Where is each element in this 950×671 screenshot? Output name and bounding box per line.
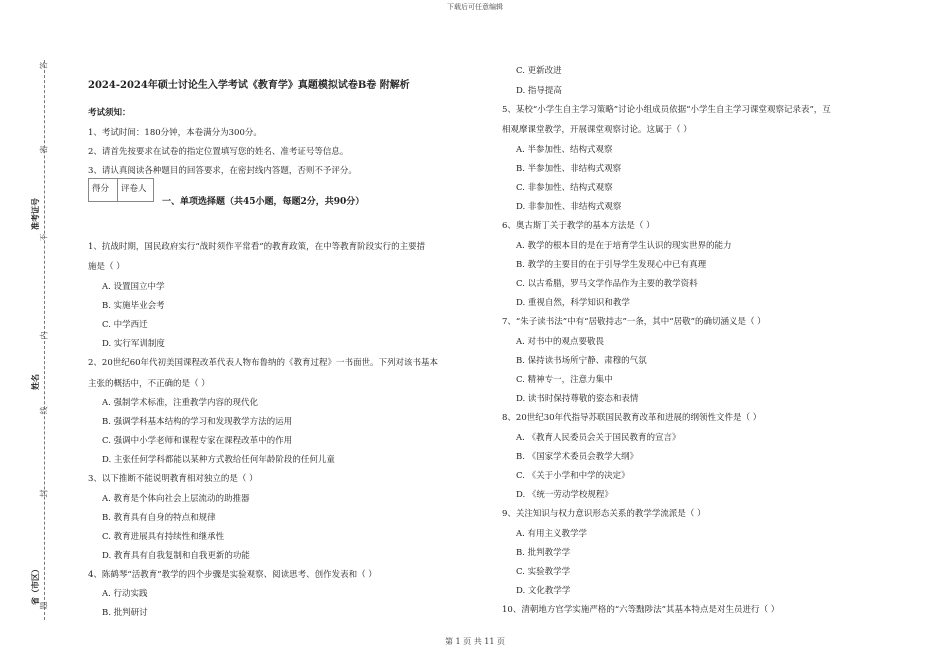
answer-option: A. 有用主义教学学 [516, 529, 588, 539]
answer-option: A. 半参加性、结构式观察 [516, 145, 613, 155]
question-text: 10、清朝地方官学实施严格的“六等黜陟法”其基本特点是对生员进行（ ） [502, 605, 780, 615]
answer-option: C. 强调中小学老师和课程专家在课程改革中的作用 [102, 436, 293, 446]
answer-option: A. 行动实践 [102, 589, 148, 599]
answer-option: B. 实施毕业会考 [102, 301, 165, 311]
answer-option: B. 保持读书场所宁静、肃穆的气氛 [516, 356, 647, 366]
notice-item: 1、考试时间：180分钟，本卷满分为300分。 [88, 128, 262, 138]
answer-option: D. 非参加性、非结构式观察 [516, 202, 622, 212]
header-note: 下载后可任意编辑 [447, 3, 503, 11]
answer-option: D. 文化教学学 [516, 586, 571, 596]
question-text: 主张的概括中，不正确的是（ ） [88, 379, 210, 389]
name-label: 姓名 [31, 374, 40, 390]
question-text: 6、奥古斯丁关于教学的基本方法是（ ） [502, 221, 655, 231]
seal-mark: 线 [39, 406, 49, 415]
answer-option: B. 批判教学学 [516, 548, 571, 558]
answer-option: D. 教育具有自我复制和自我更新的功能 [102, 551, 250, 561]
answer-option: B. 教学的主要目的在于引导学生发现心中已有真理 [516, 260, 707, 270]
answer-option: C. 教育进展具有持续性和继承性 [102, 532, 225, 542]
answer-option: D. 读书时保持尊敬的姿态和表情 [516, 394, 639, 404]
seal-line [44, 60, 45, 620]
answer-option: A. 强制学术标准，注重教学内容的现代化 [102, 398, 259, 408]
seal-mark: 不 [39, 233, 49, 242]
answer-option: C. 非参加性、结构式观察 [516, 183, 613, 193]
answer-option: C. 实验教学学 [516, 567, 571, 577]
question-text: 相观摩课堂教学，开展课堂观察讨论。这属于（ ） [502, 125, 692, 135]
notice-item: 2、请首先按要求在试卷的指定位置填写您的姓名、准考证号等信息。 [88, 147, 349, 157]
page-footer: 第 1 页 共 11 页 [445, 637, 505, 646]
answer-option: B. 教育具有自身的特点和规律 [102, 513, 216, 523]
question-text: 9、关注知识与权力意识形态关系的教学学流派是（ ） [502, 509, 706, 519]
answer-option: D. 指导提高 [516, 86, 562, 96]
notice-item: 3、请认真阅读各种题目的回答要求，在密封线内答题，否则不予评分。 [88, 166, 357, 176]
province-label: 省（市区） [31, 565, 40, 605]
score-divider [117, 179, 118, 201]
grader-label: 评卷人 [121, 184, 147, 194]
answer-option: A. 对书中的观点要敬畏 [516, 337, 605, 347]
answer-option: A. 教学的根本目的是在于培育学生认识的现实世界的能力 [516, 241, 732, 251]
answer-option: B. 《国家学术委员会教学大纲》 [516, 452, 639, 462]
question-text: 8、20世纪30年代指导苏联国民教育改革和进展的纲领性文件是（ ） [502, 413, 762, 423]
answer-option: B. 批判研讨 [102, 608, 148, 618]
score-box [88, 178, 154, 202]
answer-option: A. 《教育人民委员会关于国民教育的宣言》 [516, 433, 681, 443]
page-title: 2024-2024年硕士讨论生入学考试《教育学》真题模拟试卷B卷 附解析 [88, 80, 410, 91]
binding-strip [26, 60, 66, 620]
seal-mark: 封 [39, 489, 49, 498]
question-text: 7、“朱子读书法”中有“居敬持志”一条，其中“居敬”的确切涵义是（ ） [502, 317, 766, 327]
seal-mark: 题 [39, 601, 49, 610]
section-title: 一、单项选择题（共45小题，每题2分，共90分） [162, 197, 365, 207]
seal-mark: 内 [39, 331, 49, 340]
question-text: 施是（ ） [88, 262, 125, 272]
seal-mark: 答 [39, 61, 49, 70]
question-text: 1、抗战时期，国民政府实行“战时须作平常看”的教育政策，在中等教育阶段实行的主要措 [88, 242, 426, 252]
answer-option: D. 主张任何学科都能以某种方式教给任何年龄阶段的任何儿童 [102, 455, 335, 465]
score-label: 得分 [92, 184, 110, 194]
answer-option: C. 以古希腊，罗马文学作品作为主要的教学资料 [516, 279, 698, 289]
answer-option: C. 更新改进 [516, 66, 562, 76]
answer-option: B. 强调学科基本结构的学习和发现教学方法的运用 [102, 417, 293, 427]
question-text: 3、以下推断不能说明教育相对独立的是（ ） [88, 474, 258, 484]
answer-option: D. 《统一劳动学校规程》 [516, 490, 613, 500]
exam-number-label: 准考证号 [31, 198, 40, 230]
answer-option: C. 《关于小学和中学的决定》 [516, 471, 630, 481]
answer-option: B. 半参加性、非结构式观察 [516, 164, 622, 174]
answer-option: C. 中学西迁 [102, 320, 148, 330]
answer-option: A. 教育是个体向社会上层流动的助推器 [102, 494, 250, 504]
question-text: 5、某校“小学生自主学习策略”讨论小组成员依据“小学生自主学习课堂观察记录表”，互 [502, 105, 831, 115]
seal-mark: 密 [39, 145, 49, 154]
answer-option: D. 实行军训制度 [102, 339, 165, 349]
answer-option: A. 设置国立中学 [102, 282, 165, 292]
question-text: 2、20世纪60年代初美国课程改革代表人物布鲁纳的《教育过程》一书面世。下列对该书基本 [88, 358, 439, 368]
question-text: 4、陈鹤琴“活教育”教学的四个步骤是实验观察、阅读思考、创作发表和（ ） [88, 570, 377, 580]
notice-title: 考试须知： [88, 108, 131, 118]
answer-option: C. 精神专一，注意力集中 [516, 375, 613, 385]
answer-option: D. 重视自然，科学知识和教学 [516, 298, 630, 308]
